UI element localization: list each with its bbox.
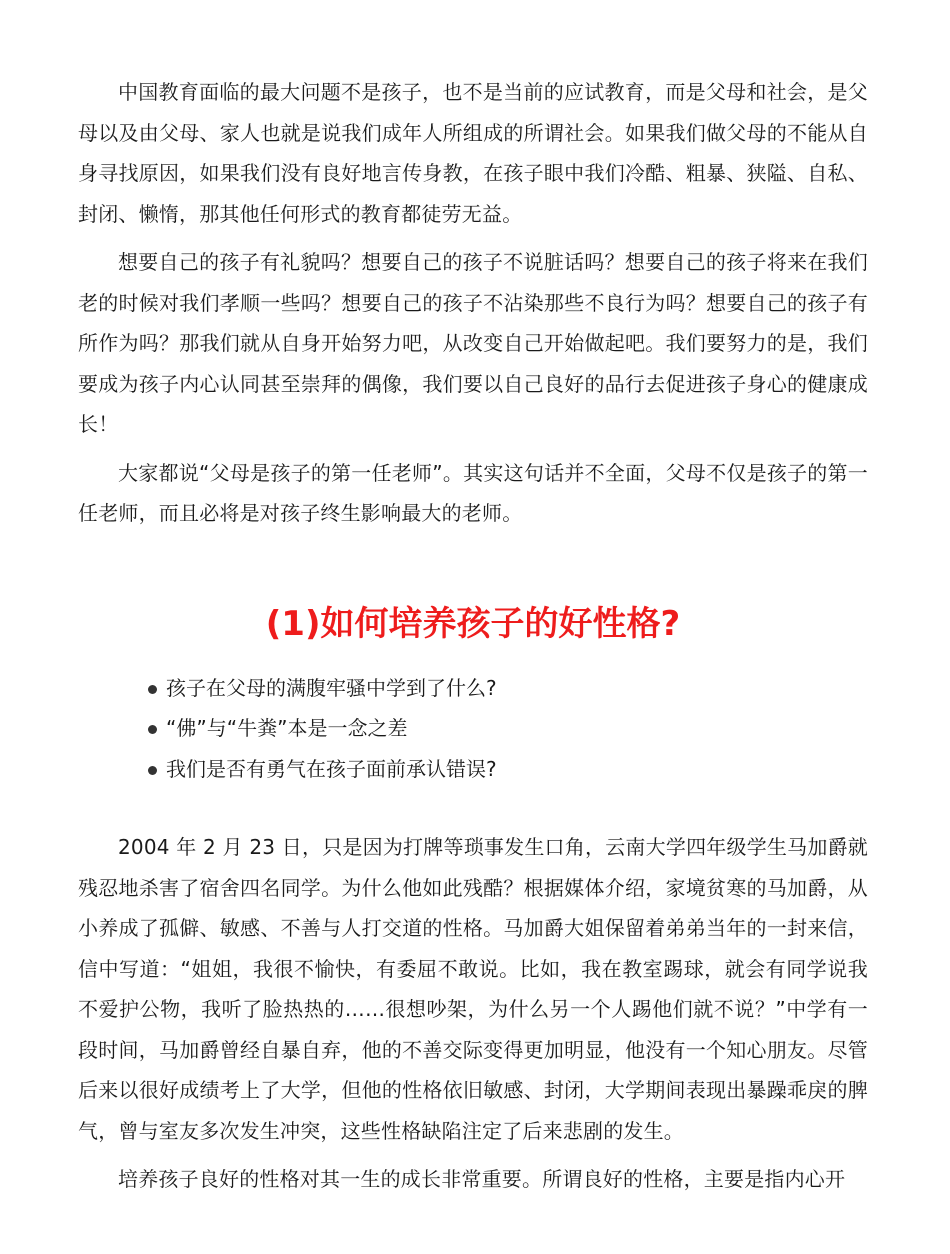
bullet-icon	[148, 725, 157, 734]
bullet-icon	[148, 685, 157, 694]
intro-paragraph-3: 大家都说“父母是孩子的第一任老师”。其实这句话并不全面，父母不仅是孩子的第一任老师，而且必将是对孩子终生影响最大的老师。	[78, 460, 868, 525]
bullet-text: 我们是否有勇气在孩子面前承认错误?	[166, 756, 497, 781]
bullet-text: “佛”与“牛粪”本是一念之差	[166, 716, 408, 740]
story-section	[78, 827, 868, 1200]
bullet-item-1	[148, 668, 868, 709]
story-paragraph-2: 培养孩子良好的性格对其一生的成长非常重要。所谓良好的性格，主要是指内心开	[118, 1167, 846, 1191]
bullet-list	[78, 668, 868, 790]
document-page	[78, 72, 868, 1200]
bullet-item-2	[148, 708, 868, 749]
bullet-icon	[148, 766, 157, 775]
section-heading: (1)如何培养孩子的好性格?	[265, 603, 681, 644]
intro-section	[78, 72, 868, 534]
intro-paragraph-1: 中国教育面临的最大问题不是孩子，也不是当前的应试教育，而是父母和社会，是父母以及由父母、家人也就是说我们成年人所组成的所谓社会。如果我们做父母的不能从自身寻找原因，如果我们没有良好地言传身教，在孩子眼中我们冷酷、粗暴、狭隘、自私、封闭、懒惰，那其他任何形式的教育都徒劳无益。	[78, 80, 868, 226]
story-paragraph-1: 2004 年 2 月 23 日，只是因为打牌等琐事发生口角，云南大学四年级学生马加爵就残忍地杀害了宿舍四名同学。为什么他如此残酷？根据媒体介绍，家境贫寒的马加爵，从小养成了孤僻、敏感、不善与人打交道的性格。马加爵大姐保留着弟弟当年的一封来信，信中写道：“姐姐，我很不愉快，有委屈不敢说。比如，我在教室踢球，就会有同学说我不爱护公物，我听了脸热热的……很想吵架，为什么另一个人踢他们就不说？”中学有一段时间，马加爵曾经自暴自弃，他的不善交际变得更加明显，他没有一个知心朋友。尽管后来以很好成绩考上了大学，但他的性格依旧敏感、封闭，大学期间表现出暴躁乖戾的脾气，曾与室友多次发生冲突，这些性格缺陷注定了后来悲剧的发生。	[78, 835, 868, 1143]
bullet-item-3	[148, 749, 868, 790]
intro-paragraph-2: 想要自己的孩子有礼貌吗？想要自己的孩子不说脏话吗？想要自己的孩子将来在我们老的时候对我们孝顺一些吗？想要自己的孩子不沾染那些不良行为吗？想要自己的孩子有所作为吗？那我们就从自身开始努力吧，从改变自己开始做起吧。我们要努力的是，我们要成为孩子内心认同甚至崇拜的偶像，我们要以自己良好的品行去促进孩子身心的健康成长！	[78, 250, 868, 436]
bullet-text: 孩子在父母的满腹牢骚中学到了什么?	[166, 675, 497, 700]
